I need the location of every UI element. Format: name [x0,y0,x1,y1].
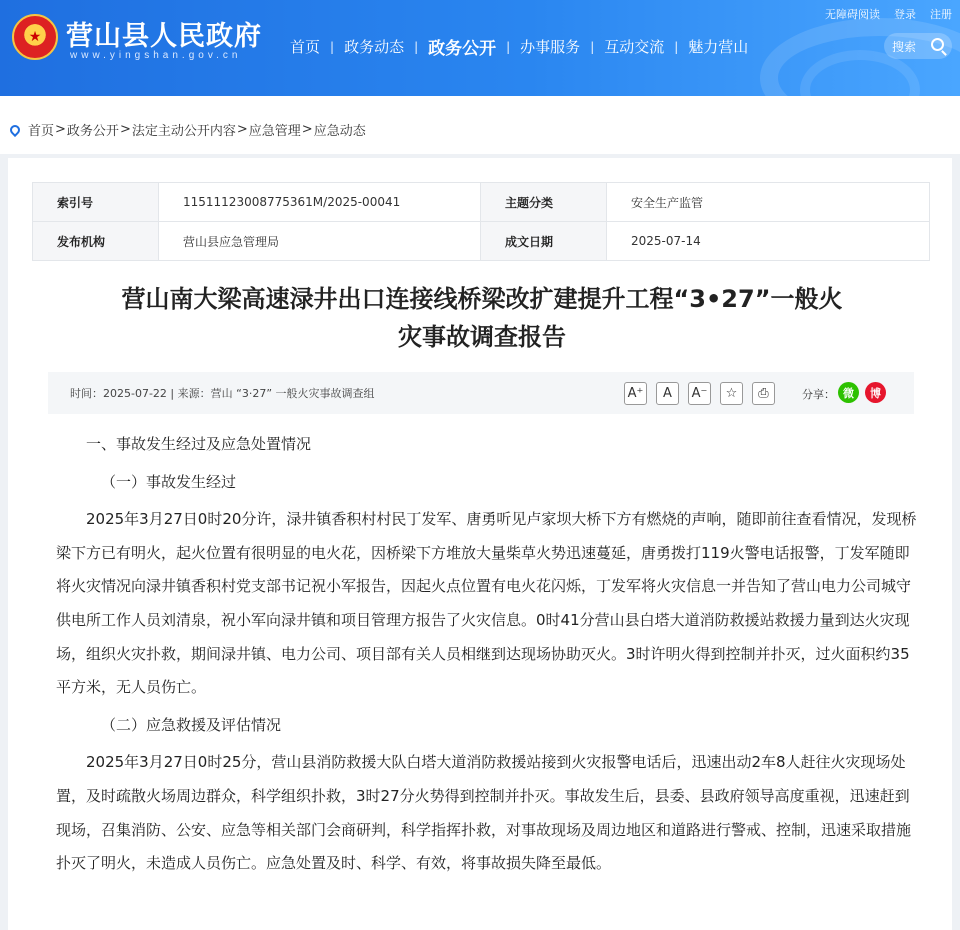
breadcrumb-emergency-news[interactable]: 应急动态 [313,124,366,139]
nav-separator: | [590,39,595,54]
subsection-heading: （一）事故发生经过 [101,472,237,491]
login-link[interactable]: 登录 [894,8,916,21]
breadcrumb-emergency-management[interactable]: 应急管理 [248,124,301,139]
title-line: 营山南大梁高速渌井出口连接线桥梁改扩建提升工程“3•27”一般火 [121,285,843,313]
article-body [56,428,918,881]
nav-separator: | [506,39,511,54]
nav-gov-news[interactable]: 政务动态 [344,38,405,56]
nav-services[interactable]: 办事服务 [520,38,581,56]
date-value: 2025-07-14 [607,222,930,261]
nav-separator: | [330,39,335,54]
font-increase-button[interactable]: A⁺ [624,382,647,405]
breadcrumb-statutory-content[interactable]: 法定主动公开内容 [131,124,236,139]
site-url: www.yingshan.gov.cn [70,50,242,61]
breadcrumb-bar [0,96,960,154]
wechat-share-icon[interactable]: 微 [838,382,859,403]
nav-charm-yingshan[interactable]: 魅力营山 [688,38,749,56]
article-card [8,158,952,930]
breadcrumb-gov-disclosure[interactable]: 政务公开 [66,124,119,139]
print-icon[interactable]: ⎙ [752,382,775,405]
font-default-button[interactable]: A [656,382,679,405]
nav-home[interactable]: 首页 [290,38,321,56]
date-label: 成文日期 [481,222,607,261]
index-number-label: 索引号 [33,183,159,222]
topic-value: 安全生产监管 [607,183,930,222]
national-emblem-icon[interactable]: ★ [12,14,58,60]
weibo-share-icon[interactable]: 博 [865,382,886,403]
share-label: 分享： [802,388,835,401]
section-heading: 一、事故发生经过及应急处置情况 [86,435,312,453]
site-header [0,0,960,96]
location-pin-icon [8,122,22,136]
nav-separator: | [674,39,679,54]
search-icon[interactable] [931,38,944,51]
favorite-star-icon[interactable]: ☆ [720,382,743,405]
nav-separator: | [414,39,419,54]
publisher-label: 发布机构 [33,222,159,261]
paragraph: 2025年3月27日0时25分，营山县消防救援大队白塔大道消防救援站接到火灾报警电话后，迅速出动2车8人赶往火灾现场处置，及时疏散火场周边群众，科学组织扑救，3时27分火势得到控制并扑灭。事故发生后，县委、县政府领导高度重视，迅速赶到现场，召集消防、公安、应急等相关部门会商研判，科学指挥扑救，对事故现场及周边地区和道路进行警戒、控制，迅速采取措施扑灭了明火，未造成人员伤亡。应急处置及时、科学、有效，将事故损失降至最低。 [56,753,912,873]
register-link[interactable]: 注册 [930,8,952,21]
site-title[interactable]: 营山县人民政府 [66,21,262,52]
article-info-bar [48,372,914,414]
breadcrumb-home[interactable]: 首页 [28,124,55,139]
metadata-table [32,182,930,261]
nav-interaction[interactable]: 互动交流 [604,38,665,56]
topic-label: 主题分类 [481,183,607,222]
title-line: 灾事故调查报告 [398,323,566,351]
paragraph: 2025年3月27日0时20分许，渌井镇香积村村民丁发军、唐勇听见卢家坝大桥下方有燃烧的声响，随即前往查看情况，发现桥梁下方已有明火，起火位置有很明显的电火花，因桥梁下方堆放大量柴草火势迅速蔓延，唐勇拨打119火警电话报警，丁发军随即将火灾情况向渌井镇香积村党支部书记祝小军报告，因起火点位置有电火花闪烁，丁发军将火灾信息一并告知了营山电力公司城守供电所工作人员刘清泉，祝小军向渌井镇和项目管理方报告了火灾信息。0时41分营山县白塔大道消防救援站救援力量到达火灾现场，组织火灾扑救，期间渌井镇、电力公司、项目部有关人员相继到达现场协助灭火。3时许明火得到控制并扑灭，过火面积约35平方米，无人员伤亡。 [56,510,917,697]
search-box[interactable] [884,33,952,59]
accessibility-link[interactable]: 无障碍阅读 [825,8,880,21]
search-label: 搜索 [892,39,917,54]
index-number-value: 11511123008775361M/2025-00041 [159,183,481,222]
article-title [52,280,912,356]
publisher-value: 营山县应急管理局 [159,222,481,261]
subsection-heading: （二）应急救援及评估情况 [101,715,282,734]
font-decrease-button[interactable]: A⁻ [688,382,711,405]
main-nav [280,34,758,59]
breadcrumb: 首页 > 政务公开 > 法定主动公开内容 > 应急管理 > 应急动态 [10,120,366,139]
top-links [825,6,952,22]
reading-tools [624,382,775,405]
nav-gov-disclosure[interactable]: 政务公开 [428,39,497,59]
publish-info: 时间：2025-07-22 | 来源：营山 “3·27” 一般火灾事故调查组 [70,387,375,400]
